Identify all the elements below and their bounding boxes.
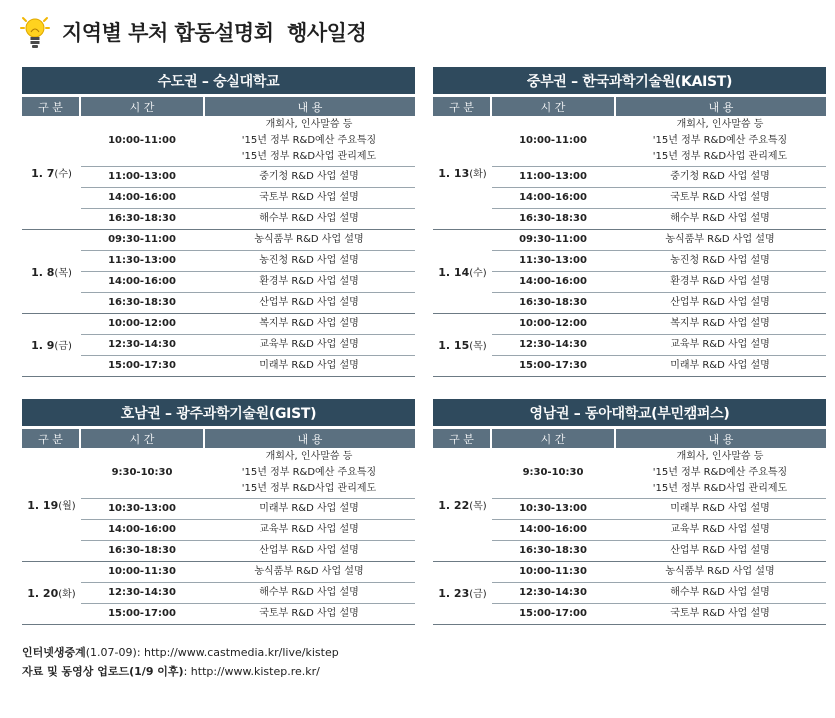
page-header: [20, 14, 366, 50]
live-stream-url[interactable]: : http://www.castmedia.kr/live/kistep: [136, 646, 339, 659]
content-line: 개회사, 인사말씀 등: [676, 450, 764, 462]
time-cell: 15:00-17:30: [492, 355, 614, 376]
content-cell: [203, 313, 415, 334]
time-cell: 10:00-12:00: [81, 313, 203, 334]
panel-title: 수도권 – 숭실대학교: [22, 67, 415, 94]
panel-title: 중부권 – 한국과학기술원(KAIST): [433, 67, 826, 94]
schedule-table: [22, 448, 415, 625]
panel-title: 영남권 – 동아대학교(부민캠퍼스): [433, 399, 826, 426]
content-cell: [614, 229, 826, 250]
content-line: 농식품부 R&D 사업 설명: [254, 233, 364, 245]
content-cell: [614, 603, 826, 624]
content-line: 환경부 R&D 사업 설명: [259, 275, 359, 287]
time-cell: 12:30-14:30: [492, 582, 614, 603]
table-row: [433, 498, 826, 519]
table-row: [22, 313, 415, 334]
content-cell: [614, 448, 826, 498]
page-title: 지역별 부처 합동설명회 행사일정: [62, 21, 367, 45]
content-line: 미래부 R&D 사업 설명: [259, 502, 359, 514]
content-line: '15년 정부 R&D예산 주요특징: [652, 466, 788, 478]
table-row: [433, 334, 826, 355]
footer-notes: [22, 643, 339, 681]
time-cell: 11:00-13:00: [492, 166, 614, 187]
content-cell: [614, 116, 826, 166]
schedule-table: [22, 116, 415, 377]
time-cell: 11:30-13:00: [492, 250, 614, 271]
content-line: 해수부 R&D 사업 설명: [670, 586, 770, 598]
time-cell: 10:00-11:00: [81, 116, 203, 166]
content-cell: [203, 229, 415, 250]
time-cell: 14:00-16:00: [492, 271, 614, 292]
content-line: 농진청 R&D 사업 설명: [259, 254, 359, 266]
table-row: [22, 355, 415, 376]
table-row: [22, 582, 415, 603]
schedule-panel-central: [433, 67, 826, 377]
column-header-category: 구 분: [433, 429, 490, 448]
content-cell: [614, 334, 826, 355]
column-header-category: 구 분: [433, 97, 490, 116]
content-line: 교육부 R&D 사업 설명: [259, 523, 359, 535]
time-cell: 9:30-10:30: [81, 448, 203, 498]
column-header-content: 내 용: [205, 429, 415, 448]
content-cell: [203, 187, 415, 208]
content-line: '15년 정부 R&D사업 관리제도: [652, 150, 788, 162]
content-cell: [203, 292, 415, 313]
upload-label: 자료 및 동영상 업로드(1/9 이후): [22, 665, 184, 678]
date-label: 1. 19: [27, 498, 59, 512]
time-cell: 14:00-16:00: [81, 271, 203, 292]
content-line: 교육부 R&D 사업 설명: [259, 338, 359, 350]
weekday-label: (화): [58, 589, 76, 600]
date-cell: [433, 116, 492, 229]
time-cell: 14:00-16:00: [492, 519, 614, 540]
lightbulb-icon: [20, 14, 50, 50]
content-line: 산업부 R&D 사업 설명: [670, 296, 770, 308]
content-line: 국토부 R&D 사업 설명: [670, 607, 770, 619]
content-line: '15년 정부 R&D사업 관리제도: [652, 482, 788, 494]
table-row: [433, 229, 826, 250]
weekday-label: (월): [58, 500, 76, 512]
content-line: 해수부 R&D 사업 설명: [670, 212, 770, 224]
weekday-label: (목): [469, 500, 487, 512]
table-row: [433, 166, 826, 187]
table-row: [433, 292, 826, 313]
content-line: 중기청 R&D 사업 설명: [670, 170, 770, 182]
date-label: 1. 15: [438, 339, 470, 352]
time-cell: 12:30-14:30: [81, 582, 203, 603]
table-row: [433, 208, 826, 229]
content-cell: [614, 208, 826, 229]
column-header-row: [433, 97, 826, 116]
content-cell: [614, 292, 826, 313]
table-row: [22, 448, 415, 498]
table-row: [433, 561, 826, 582]
weekday-label: (목): [469, 341, 487, 352]
table-row: [433, 271, 826, 292]
time-cell: 12:30-14:30: [81, 334, 203, 355]
column-header-time: 시 간: [81, 429, 203, 448]
time-cell: 11:00-13:00: [81, 166, 203, 187]
date-cell: [22, 313, 81, 376]
live-stream-label: 인터넷생중계: [22, 646, 86, 659]
content-cell: [203, 271, 415, 292]
content-line: 개회사, 인사말씀 등: [265, 450, 353, 462]
content-line: 미래부 R&D 사업 설명: [670, 502, 770, 514]
column-header-content: 내 용: [205, 97, 415, 116]
content-line: 복지부 R&D 사업 설명: [670, 317, 770, 329]
time-cell: 10:00-11:30: [492, 561, 614, 582]
content-cell: [614, 582, 826, 603]
table-row: [433, 187, 826, 208]
date-label: 1. 14: [438, 265, 470, 279]
table-row: [22, 603, 415, 624]
time-cell: 15:00-17:00: [81, 603, 203, 624]
column-header-time: 시 간: [492, 429, 614, 448]
time-cell: 10:30-13:00: [492, 498, 614, 519]
content-cell: [203, 498, 415, 519]
date-label: 1. 20: [27, 587, 59, 600]
weekday-label: (화): [469, 168, 487, 180]
content-cell: [203, 250, 415, 271]
table-row: [22, 292, 415, 313]
time-cell: 14:00-16:00: [81, 519, 203, 540]
content-line: '15년 정부 R&D예산 주요특징: [241, 466, 377, 478]
content-line: 농진청 R&D 사업 설명: [670, 254, 770, 266]
time-cell: 16:30-18:30: [492, 208, 614, 229]
column-header-row: [22, 429, 415, 448]
schedule-table: [433, 116, 826, 377]
date-cell: [22, 448, 81, 561]
time-cell: 12:30-14:30: [492, 334, 614, 355]
time-cell: 14:00-16:00: [81, 187, 203, 208]
content-line: 국토부 R&D 사업 설명: [259, 607, 359, 619]
column-header-row: [22, 97, 415, 116]
content-line: 복지부 R&D 사업 설명: [259, 317, 359, 329]
content-line: 교육부 R&D 사업 설명: [670, 338, 770, 350]
upload-note: [22, 662, 339, 681]
date-label: 1. 8: [31, 265, 55, 279]
table-row: [22, 229, 415, 250]
content-cell: [614, 561, 826, 582]
content-line: 개회사, 인사말씀 등: [676, 118, 764, 130]
content-line: 산업부 R&D 사업 설명: [670, 544, 770, 556]
content-cell: [614, 498, 826, 519]
date-cell: [22, 116, 81, 229]
content-line: 해수부 R&D 사업 설명: [259, 212, 359, 224]
date-cell: [433, 313, 492, 376]
table-row: [22, 561, 415, 582]
date-label: 1. 22: [438, 498, 470, 512]
time-cell: 09:30-11:00: [81, 229, 203, 250]
content-line: 농식품부 R&D 사업 설명: [665, 233, 775, 245]
content-cell: [203, 603, 415, 624]
date-cell: [433, 561, 492, 624]
schedule-panel-yeongnam: [433, 399, 826, 625]
table-row: [22, 166, 415, 187]
table-row: [22, 540, 415, 561]
content-cell: [203, 355, 415, 376]
content-cell: [203, 116, 415, 166]
time-cell: 11:30-13:00: [81, 250, 203, 271]
time-cell: 10:00-11:30: [81, 561, 203, 582]
table-row: [433, 355, 826, 376]
time-cell: 15:00-17:00: [492, 603, 614, 624]
table-row: [433, 519, 826, 540]
content-line: 미래부 R&D 사업 설명: [259, 359, 359, 371]
content-cell: [614, 313, 826, 334]
table-row: [433, 603, 826, 624]
content-cell: [203, 561, 415, 582]
table-row: [22, 250, 415, 271]
date-label: 1. 23: [438, 587, 470, 600]
date-cell: [433, 229, 492, 313]
table-row: [433, 116, 826, 166]
content-line: 교육부 R&D 사업 설명: [670, 523, 770, 535]
content-cell: [203, 166, 415, 187]
content-line: 산업부 R&D 사업 설명: [259, 544, 359, 556]
time-cell: 16:30-18:30: [81, 208, 203, 229]
schedule-panel-honam: [22, 399, 415, 625]
table-row: [22, 187, 415, 208]
weekday-label: (수): [54, 168, 72, 180]
content-cell: [614, 271, 826, 292]
column-header-time: 시 간: [81, 97, 203, 116]
column-header-time: 시 간: [492, 97, 614, 116]
time-cell: 14:00-16:00: [492, 187, 614, 208]
table-row: [433, 582, 826, 603]
content-line: 환경부 R&D 사업 설명: [670, 275, 770, 287]
table-row: [433, 313, 826, 334]
weekday-label: (수): [469, 267, 487, 279]
panel-title: 호남권 – 광주과학기술원(GIST): [22, 399, 415, 426]
time-cell: 10:00-12:00: [492, 313, 614, 334]
weekday-label: (목): [54, 267, 72, 279]
table-row: [22, 271, 415, 292]
date-cell: [22, 561, 81, 624]
time-cell: 9:30-10:30: [492, 448, 614, 498]
content-cell: [614, 250, 826, 271]
time-cell: 10:00-11:00: [492, 116, 614, 166]
content-cell: [614, 166, 826, 187]
time-cell: 10:30-13:00: [81, 498, 203, 519]
date-label: 1. 9: [31, 339, 55, 352]
content-line: '15년 정부 R&D사업 관리제도: [241, 150, 377, 162]
table-row: [22, 116, 415, 166]
content-cell: [614, 519, 826, 540]
content-line: 국토부 R&D 사업 설명: [670, 191, 770, 203]
content-cell: [203, 582, 415, 603]
content-line: 미래부 R&D 사업 설명: [670, 359, 770, 371]
date-cell: [22, 229, 81, 313]
time-cell: 16:30-18:30: [81, 540, 203, 561]
content-line: '15년 정부 R&D사업 관리제도: [241, 482, 377, 494]
table-row: [433, 250, 826, 271]
column-header-category: 구 분: [22, 97, 79, 116]
content-line: 국토부 R&D 사업 설명: [259, 191, 359, 203]
weekday-label: (금): [469, 589, 487, 600]
content-line: 해수부 R&D 사업 설명: [259, 586, 359, 598]
table-row: [22, 334, 415, 355]
time-cell: 16:30-18:30: [492, 292, 614, 313]
content-cell: [614, 187, 826, 208]
content-cell: [614, 540, 826, 561]
content-cell: [203, 519, 415, 540]
live-stream-range: (1.07-09): [85, 646, 137, 659]
content-cell: [614, 355, 826, 376]
table-row: [22, 519, 415, 540]
content-line: 개회사, 인사말씀 등: [265, 118, 353, 130]
content-line: '15년 정부 R&D예산 주요특징: [241, 134, 377, 146]
table-row: [22, 498, 415, 519]
table-row: [22, 208, 415, 229]
table-row: [433, 540, 826, 561]
column-header-content: 내 용: [616, 429, 826, 448]
time-cell: 16:30-18:30: [492, 540, 614, 561]
upload-url[interactable]: : http://www.kistep.re.kr/: [183, 665, 320, 678]
content-line: 산업부 R&D 사업 설명: [259, 296, 359, 308]
column-header-category: 구 분: [22, 429, 79, 448]
content-cell: [203, 540, 415, 561]
column-header-row: [433, 429, 826, 448]
date-label: 1. 13: [438, 166, 470, 180]
time-cell: 15:00-17:30: [81, 355, 203, 376]
date-label: 1. 7: [31, 166, 55, 180]
time-cell: 16:30-18:30: [81, 292, 203, 313]
date-cell: [433, 448, 492, 561]
content-cell: [203, 208, 415, 229]
content-cell: [203, 334, 415, 355]
schedule-panel-capital: [22, 67, 415, 377]
table-row: [433, 448, 826, 498]
time-cell: 09:30-11:00: [492, 229, 614, 250]
content-line: '15년 정부 R&D예산 주요특징: [652, 134, 788, 146]
weekday-label: (금): [54, 341, 72, 352]
live-stream-note: [22, 643, 339, 662]
content-line: 중기청 R&D 사업 설명: [259, 170, 359, 182]
schedule-table: [433, 448, 826, 625]
content-cell: [203, 448, 415, 498]
content-line: 농식품부 R&D 사업 설명: [665, 565, 775, 577]
content-line: 농식품부 R&D 사업 설명: [254, 565, 364, 577]
column-header-content: 내 용: [616, 97, 826, 116]
